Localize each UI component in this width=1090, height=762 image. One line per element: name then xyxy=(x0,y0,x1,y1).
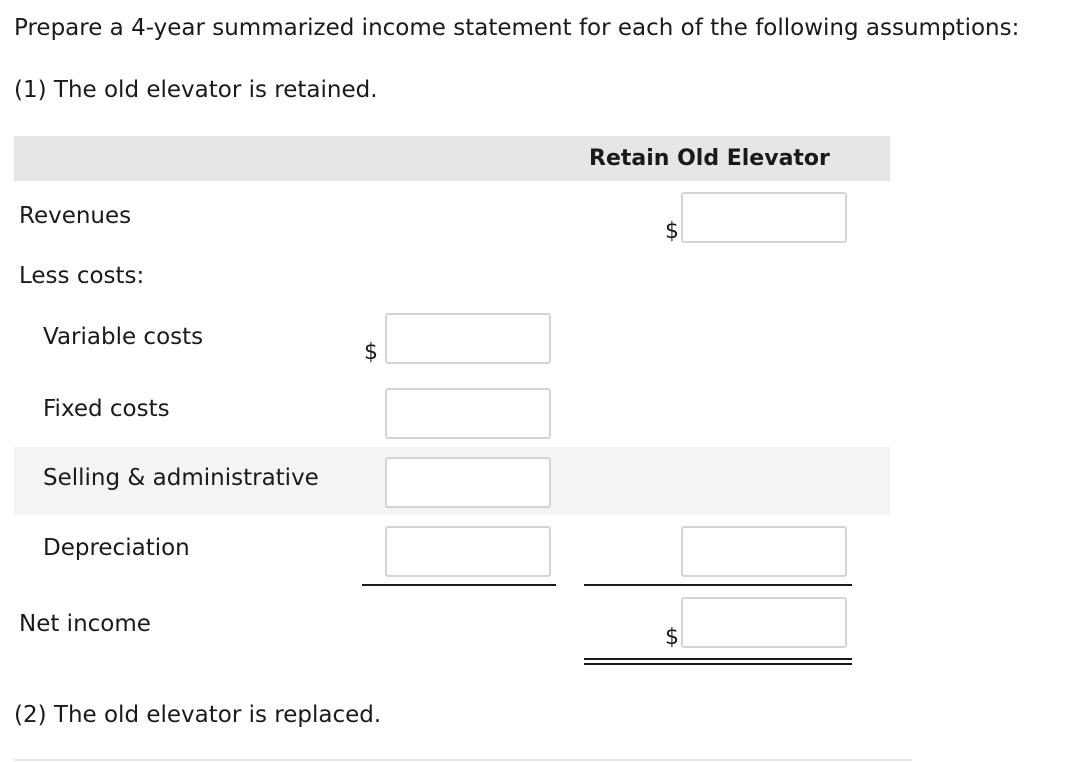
total-costs-input[interactable] xyxy=(681,526,847,577)
subtotal-underline-costs xyxy=(362,584,556,586)
subtotal-underline-total xyxy=(584,584,852,586)
section-divider xyxy=(14,759,912,761)
revenues-input[interactable] xyxy=(681,192,847,243)
selling-admin-input[interactable] xyxy=(385,457,551,508)
net-income-double-underline-bottom xyxy=(584,663,852,665)
column-header-retain-old-elevator: Retain Old Elevator xyxy=(589,146,830,171)
part2-title: (2) The old elevator is replaced. xyxy=(14,702,382,728)
net-income-currency-symbol: $ xyxy=(665,625,679,650)
net-income-double-underline-top xyxy=(584,658,852,660)
variable-costs-input[interactable] xyxy=(385,313,551,364)
part1-title: (1) The old elevator is retained. xyxy=(14,77,378,103)
instructions-text: Prepare a 4-year summarized income statement for each of the following assumptions: xyxy=(14,15,1020,41)
less-costs-label: Less costs: xyxy=(19,263,145,289)
net-income-label: Net income xyxy=(19,611,151,637)
net-income-input[interactable] xyxy=(681,597,847,648)
depreciation-input[interactable] xyxy=(385,526,551,577)
variable-costs-currency-symbol: $ xyxy=(364,340,378,365)
revenues-label: Revenues xyxy=(19,203,132,229)
variable-costs-label: Variable costs xyxy=(43,324,204,350)
revenues-currency-symbol: $ xyxy=(665,219,679,244)
depreciation-label: Depreciation xyxy=(43,535,190,561)
selling-admin-label: Selling & administrative xyxy=(43,465,319,491)
fixed-costs-input[interactable] xyxy=(385,388,551,439)
fixed-costs-label: Fixed costs xyxy=(43,396,170,422)
